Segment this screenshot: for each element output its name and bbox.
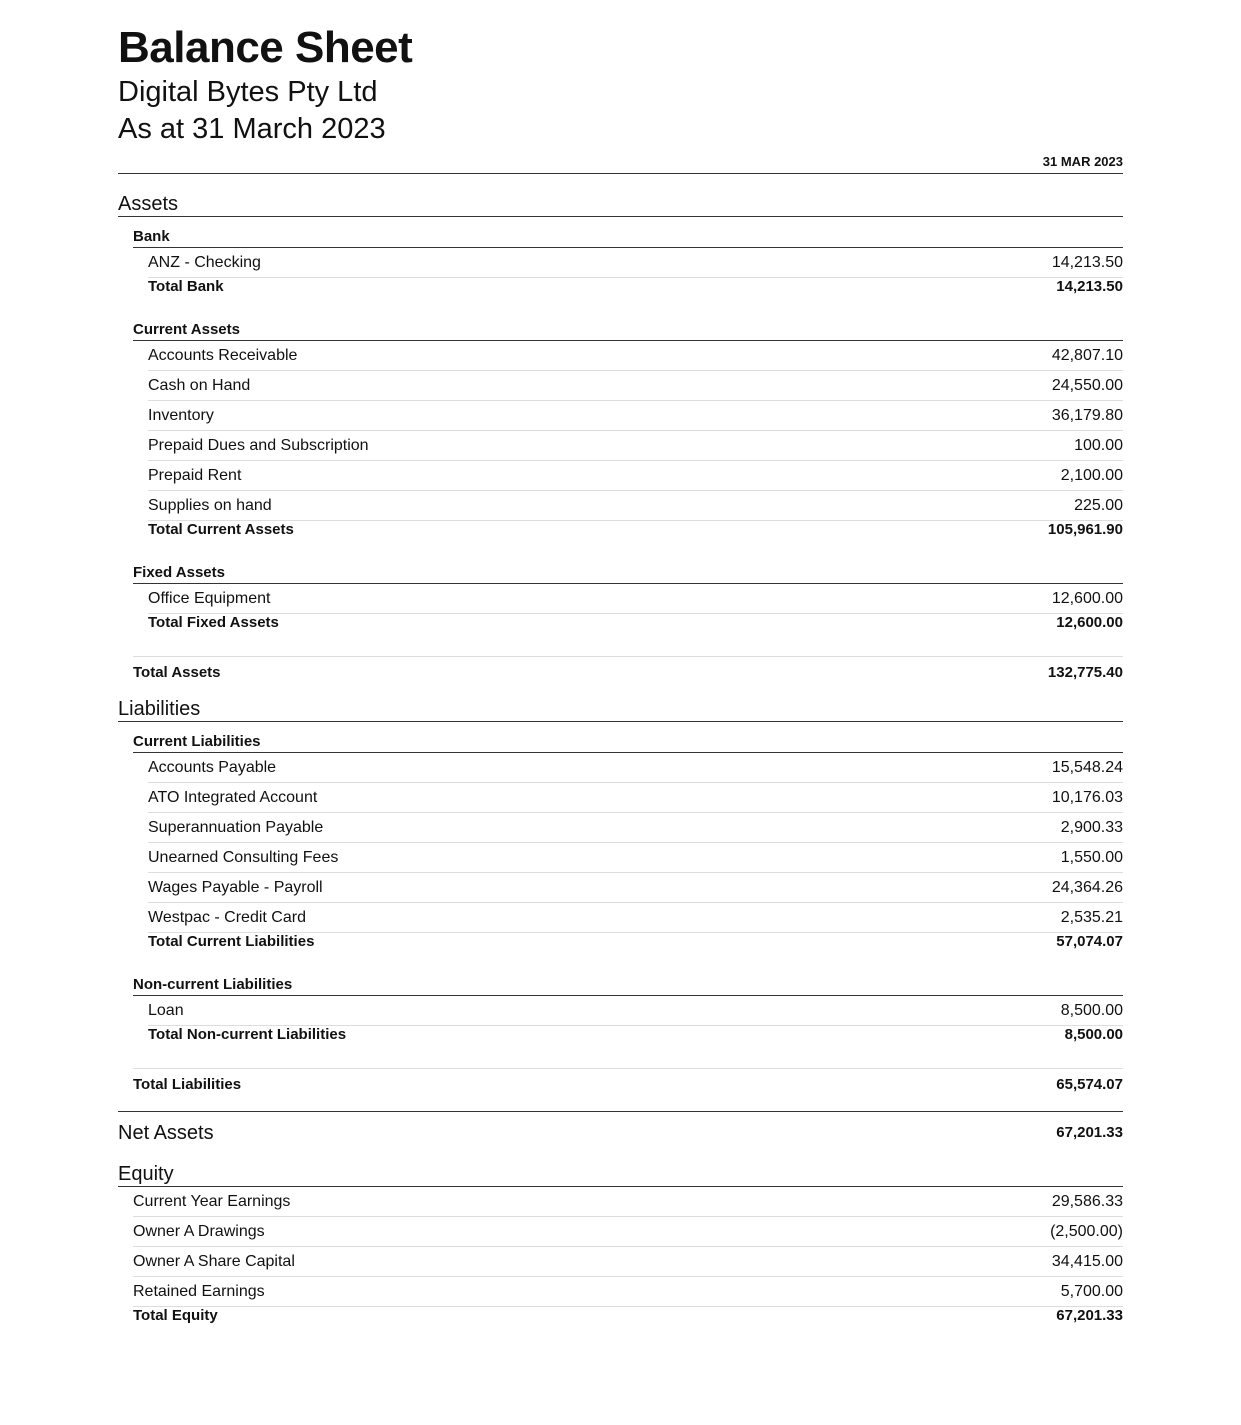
group-bank: Bank bbox=[133, 227, 1123, 248]
total-equity-row bbox=[133, 1307, 1123, 1329]
row-amount: 2,100.00 bbox=[1060, 467, 1123, 484]
table-row bbox=[148, 401, 1123, 431]
row-label: Prepaid Rent bbox=[148, 467, 242, 484]
row-amount: 57,074.07 bbox=[1056, 933, 1123, 950]
total-bank-row bbox=[148, 278, 1123, 300]
row-amount: 65,574.07 bbox=[1056, 1076, 1123, 1093]
row-label: Accounts Receivable bbox=[148, 347, 298, 364]
group-current-liabilities: Current Liabilities bbox=[133, 732, 1123, 753]
row-label: Total Fixed Assets bbox=[148, 614, 279, 631]
table-row bbox=[148, 753, 1123, 783]
row-amount: 14,213.50 bbox=[1051, 254, 1123, 271]
row-label: Total Assets bbox=[133, 664, 221, 681]
report-title: Balance Sheet bbox=[118, 23, 413, 72]
table-row bbox=[148, 431, 1123, 461]
row-label: Total Equity bbox=[133, 1307, 218, 1324]
table-row bbox=[148, 903, 1123, 933]
group-fixed-assets: Fixed Assets bbox=[133, 563, 1123, 584]
section-equity: Equity bbox=[118, 1162, 1123, 1187]
table-row bbox=[148, 341, 1123, 371]
row-amount: 67,201.33 bbox=[1056, 1307, 1123, 1324]
company-name: Digital Bytes Pty Ltd bbox=[118, 76, 378, 108]
net-assets-row bbox=[118, 1111, 1123, 1154]
balance-sheet-report bbox=[118, 22, 1123, 1329]
row-amount: 100.00 bbox=[1074, 437, 1123, 454]
total-assets-row bbox=[133, 656, 1123, 689]
group-noncurrent-liabilities: Non-current Liabilities bbox=[133, 975, 1123, 996]
table-row bbox=[148, 371, 1123, 401]
row-amount: 5,700.00 bbox=[1060, 1283, 1123, 1300]
table-row bbox=[133, 1277, 1123, 1307]
table-row bbox=[148, 584, 1123, 614]
row-label: Owner A Drawings bbox=[133, 1223, 265, 1240]
row-label: Unearned Consulting Fees bbox=[148, 849, 339, 866]
table-row bbox=[148, 783, 1123, 813]
table-row bbox=[133, 1247, 1123, 1277]
row-amount: 24,364.26 bbox=[1051, 879, 1123, 896]
row-amount: (2,500.00) bbox=[1050, 1223, 1123, 1240]
row-amount: 105,961.90 bbox=[1047, 521, 1123, 538]
row-label: Total Bank bbox=[148, 278, 224, 295]
section-assets: Assets bbox=[118, 192, 1123, 217]
section-liabilities: Liabilities bbox=[118, 697, 1123, 722]
row-label: Total Liabilities bbox=[133, 1076, 242, 1093]
row-label: Inventory bbox=[148, 407, 214, 424]
row-amount: 36,179.80 bbox=[1051, 407, 1123, 424]
table-row bbox=[148, 813, 1123, 843]
row-label: Westpac - Credit Card bbox=[148, 909, 306, 926]
table-row bbox=[148, 248, 1123, 278]
table-row bbox=[133, 1217, 1123, 1247]
table-row bbox=[148, 873, 1123, 903]
row-amount: 10,176.03 bbox=[1051, 789, 1123, 806]
row-label: Current Year Earnings bbox=[133, 1193, 291, 1210]
total-current-liabilities-row bbox=[148, 933, 1123, 955]
row-label: Loan bbox=[148, 1002, 184, 1019]
net-assets-amount: 67,201.33 bbox=[1056, 1124, 1123, 1141]
row-label: Supplies on hand bbox=[148, 497, 272, 514]
row-amount: 8,500.00 bbox=[1064, 1026, 1123, 1043]
total-fixed-assets-row bbox=[148, 614, 1123, 636]
table-row bbox=[148, 461, 1123, 491]
row-label: Superannuation Payable bbox=[148, 819, 324, 836]
row-label: Retained Earnings bbox=[133, 1283, 265, 1300]
row-amount: 132,775.40 bbox=[1047, 664, 1123, 681]
row-label: Wages Payable - Payroll bbox=[148, 879, 323, 896]
row-amount: 1,550.00 bbox=[1060, 849, 1123, 866]
row-label: Office Equipment bbox=[148, 590, 271, 607]
report-period: As at 31 March 2023 bbox=[118, 113, 386, 145]
row-label: Accounts Payable bbox=[148, 759, 277, 776]
table-row bbox=[148, 996, 1123, 1026]
row-amount: 2,900.33 bbox=[1060, 819, 1123, 836]
row-amount: 34,415.00 bbox=[1051, 1253, 1123, 1270]
total-noncurrent-liabilities-row bbox=[148, 1026, 1123, 1048]
row-label: Total Current Liabilities bbox=[148, 933, 315, 950]
row-amount: 8,500.00 bbox=[1060, 1002, 1123, 1019]
group-current-assets: Current Assets bbox=[133, 320, 1123, 341]
total-liabilities-row bbox=[133, 1068, 1123, 1101]
row-amount: 225.00 bbox=[1074, 497, 1123, 514]
row-amount: 29,586.33 bbox=[1051, 1193, 1123, 1210]
row-label: Prepaid Dues and Subscription bbox=[148, 437, 369, 454]
row-label: Cash on Hand bbox=[148, 377, 251, 394]
row-label: ATO Integrated Account bbox=[148, 789, 318, 806]
net-assets-label: Net Assets bbox=[118, 1122, 214, 1144]
row-amount: 15,548.24 bbox=[1051, 759, 1123, 776]
row-amount: 24,550.00 bbox=[1051, 377, 1123, 394]
row-amount: 12,600.00 bbox=[1056, 614, 1123, 631]
row-amount: 14,213.50 bbox=[1056, 278, 1123, 295]
row-amount: 42,807.10 bbox=[1051, 347, 1123, 364]
row-label: Owner A Share Capital bbox=[133, 1253, 295, 1270]
row-label: Total Current Assets bbox=[148, 521, 294, 538]
row-label: Total Non-current Liabilities bbox=[148, 1026, 347, 1043]
table-row bbox=[148, 843, 1123, 873]
column-header: 31 MAR 2023 bbox=[118, 152, 1123, 174]
row-amount: 2,535.21 bbox=[1060, 909, 1123, 926]
row-amount: 12,600.00 bbox=[1051, 590, 1123, 607]
table-row bbox=[148, 491, 1123, 521]
table-row bbox=[133, 1187, 1123, 1217]
row-label: ANZ - Checking bbox=[148, 254, 261, 271]
total-current-assets-row bbox=[148, 521, 1123, 543]
